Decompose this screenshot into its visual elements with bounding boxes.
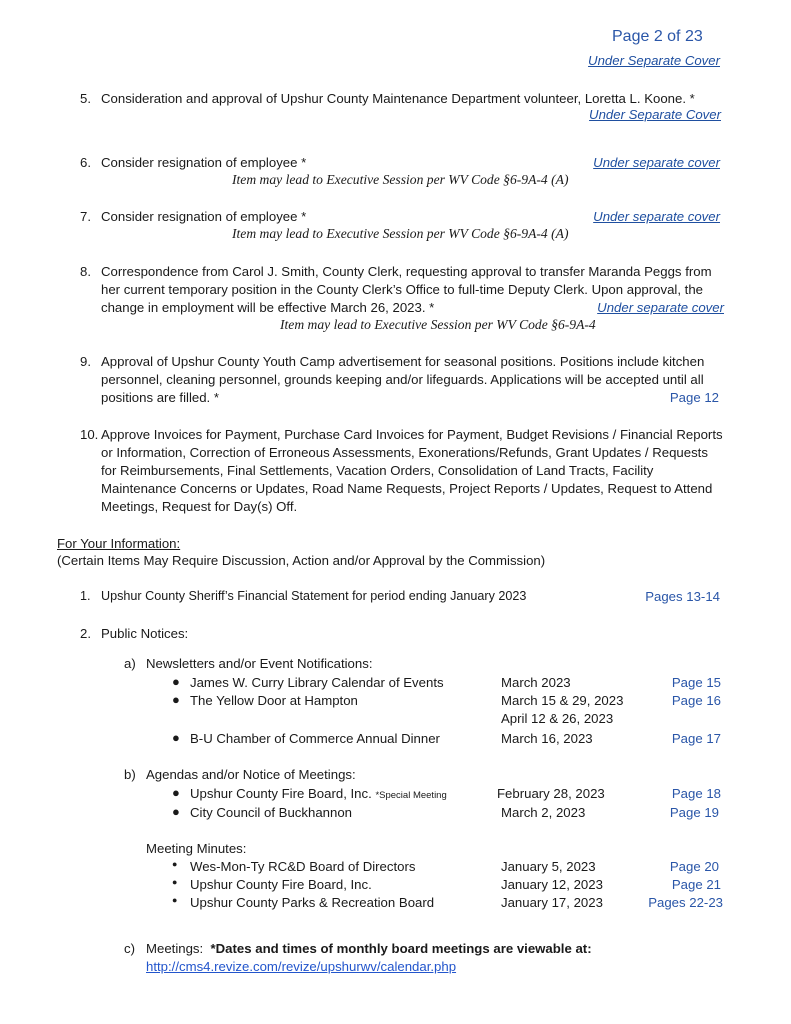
minutes-name: Upshur County Parks & Recreation Board [190, 895, 435, 910]
bullet-icon: ● [172, 692, 180, 707]
minutes-date: January 12, 2023 [501, 877, 603, 892]
bullet-icon: ● [172, 730, 180, 745]
cover-link[interactable]: Under separate cover [593, 209, 720, 224]
sub-label: c) [124, 941, 135, 956]
item-number: 10. [80, 427, 99, 442]
event-name: James W. Curry Library Calendar of Events [190, 675, 444, 690]
item-number: 7. [80, 209, 91, 224]
sub-title: Agendas and/or Notice of Meetings: [146, 767, 356, 782]
page-reference[interactable]: Pages 13-14 [645, 589, 720, 604]
event-date: April 12 & 26, 2023 [501, 711, 614, 726]
item-number: 8. [80, 264, 91, 279]
item-line: Maintenance Concerns or Updates, Road Name Requests, Project Reports / Updates, Request to Attend [101, 481, 713, 496]
minutes-name: Wes-Mon-Ty RC&D Board of Directors [190, 859, 416, 874]
page-reference[interactable]: Page 16 [671, 693, 721, 708]
meeting-name-row [190, 785, 447, 805]
event-date: March 15 & 29, 2023 [501, 693, 624, 708]
page-reference[interactable]: Page 17 [671, 731, 721, 746]
item-text: Consideration and approval of Upshur County Maintenance Department volunteer, Loretta L. Koone. * [101, 91, 695, 106]
page-reference[interactable]: Page 21 [671, 877, 721, 892]
item-line: Approval of Upshur County Youth Camp advertisement for seasonal positions. Positions include kitchen [101, 354, 705, 369]
page-reference[interactable]: Page 18 [671, 786, 721, 801]
event-date: March 16, 2023 [501, 731, 593, 746]
cover-link[interactable]: Under separate cover [597, 300, 724, 315]
cover-link[interactable]: Under Separate Cover [588, 53, 720, 68]
meeting-name: City Council of Buckhannon [190, 805, 353, 820]
meetings-text: *Dates and times of monthly board meetings are viewable at: [210, 941, 592, 956]
item-line: or Information, Correction of Erroneous Assessments, Exonerations/Refunds, Grant Updates / Requests [101, 445, 708, 460]
cover-link[interactable]: Under Separate Cover [589, 107, 721, 122]
bullet-icon: ● [172, 785, 180, 800]
item-line: Meetings, Request for Day(s) Off. [101, 499, 298, 514]
calendar-url-link[interactable]: http://cms4.revize.com/revize/upshurwv/calendar.php [146, 959, 457, 974]
item-number: 5. [80, 91, 91, 106]
item-line: Approve Invoices for Payment, Purchase Card Invoices for Payment, Budget Revisions / Financial Reports [101, 427, 723, 442]
bullet-icon: ● [172, 877, 178, 887]
item-line: her current temporary position in the County Clerk’s Office to full-time Deputy Clerk. Upon approval, the [101, 282, 704, 297]
item-line: positions are filled. * [101, 390, 220, 405]
minutes-date: January 17, 2023 [501, 895, 603, 910]
item-line: for Reimbursements, Final Settlements, Vacation Orders, Consolidation of Land Tracts, Facility [101, 463, 654, 478]
item-number: 2. [80, 626, 91, 641]
sub-label: b) [124, 767, 136, 782]
executive-session-note: Item may lead to Executive Session per WV Code §6-9A-4 (A) [232, 172, 569, 187]
item-number: 6. [80, 155, 91, 170]
executive-session-note: Item may lead to Executive Session per WV Code §6-9A-4 [280, 317, 596, 332]
section-heading: For Your Information: [57, 536, 181, 551]
meeting-date: February 28, 2023 [497, 786, 605, 801]
sub-title: Newsletters and/or Event Notifications: [146, 656, 373, 671]
bullet-icon: ● [172, 674, 180, 689]
item-text: Upshur County Sheriff’s Financial Statement for period ending January 2023 [101, 589, 527, 603]
special-meeting-note: *Special Meeting [375, 790, 447, 801]
page-reference[interactable]: Page 15 [671, 675, 721, 690]
page-number: Page 2 of 23 [612, 28, 703, 45]
item-number: 9. [80, 354, 91, 369]
item-line: change in employment will be effective March 26, 2023. * [101, 300, 435, 315]
minutes-name: Upshur County Fire Board, Inc. [190, 877, 372, 892]
item-text: Public Notices: [101, 626, 189, 641]
meeting-name: Upshur County Fire Board, Inc. [190, 786, 372, 801]
cover-link[interactable]: Under separate cover [593, 155, 720, 170]
page-reference[interactable]: Pages 22-23 [648, 895, 723, 910]
meetings-line [146, 940, 592, 958]
page-reference[interactable]: Page 20 [669, 859, 719, 874]
meetings-prefix: Meetings: [146, 941, 211, 956]
item-number: 1. [80, 589, 91, 603]
executive-session-note: Item may lead to Executive Session per WV Code §6-9A-4 (A) [232, 226, 569, 241]
minutes-date: January 5, 2023 [501, 859, 596, 874]
minutes-title: Meeting Minutes: [146, 841, 247, 856]
item-text: Consider resignation of employee * [101, 209, 307, 224]
bullet-icon: ● [172, 804, 180, 819]
item-text: Consider resignation of employee * [101, 155, 307, 170]
item-line: Correspondence from Carol J. Smith, County Clerk, requesting approval to transfer Maranda Peggs from [101, 264, 712, 279]
bullet-icon: ● [172, 895, 178, 905]
event-name: The Yellow Door at Hampton [190, 693, 358, 708]
page-reference[interactable]: Page 19 [669, 805, 719, 820]
item-line: personnel, cleaning personnel, grounds keeping and/or lifeguards. Applications will be accepted until all [101, 372, 704, 387]
section-subheading: (Certain Items May Require Discussion, Action and/or Approval by the Commission) [57, 553, 546, 568]
event-name: B-U Chamber of Commerce Annual Dinner [190, 731, 440, 746]
page-reference[interactable]: Page 12 [669, 390, 719, 405]
meeting-date: March 2, 2023 [501, 805, 586, 820]
sub-label: a) [124, 656, 136, 671]
event-date: March 2023 [501, 675, 571, 690]
bullet-icon: ● [172, 859, 178, 869]
